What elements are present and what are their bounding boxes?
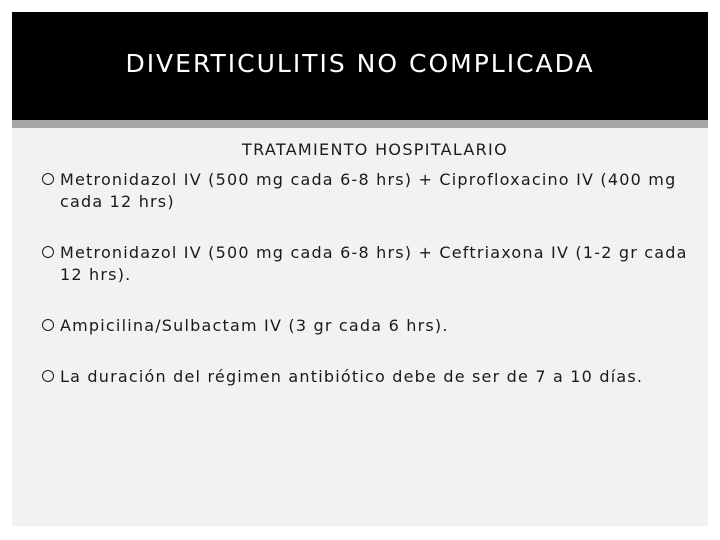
bullet-text: La duración del régimen antibiótico debe de ser de 7 a 10 días. bbox=[60, 367, 644, 386]
circle-bullet-icon bbox=[42, 246, 54, 258]
bullet-item bbox=[42, 242, 688, 286]
bullet-text: Metronidazol IV (500 mg cada 6-8 hrs) + Ceftriaxona IV (1-2 gr cada 12 hrs). bbox=[60, 243, 688, 284]
slide-subtitle: TRATAMIENTO HOSPITALARIO bbox=[242, 140, 508, 159]
circle-bullet-icon bbox=[42, 173, 54, 185]
circle-bullet-icon bbox=[42, 319, 54, 331]
bullet-item bbox=[42, 169, 688, 213]
slide-header bbox=[12, 12, 708, 120]
bullet-item bbox=[42, 366, 688, 388]
bullet-item bbox=[42, 315, 688, 337]
slide-title: DIVERTICULITIS NO COMPLICADA bbox=[125, 48, 595, 78]
bullet-text: Metronidazol IV (500 mg cada 6-8 hrs) + Ciprofloxacino IV (400 mg cada 12 hrs) bbox=[60, 170, 677, 211]
header-divider bbox=[12, 120, 708, 128]
bullet-text: Ampicilina/Sulbactam IV (3 gr cada 6 hrs). bbox=[60, 316, 449, 335]
circle-bullet-icon bbox=[42, 370, 54, 382]
bullet-list bbox=[42, 169, 688, 388]
slide-content bbox=[12, 128, 708, 526]
